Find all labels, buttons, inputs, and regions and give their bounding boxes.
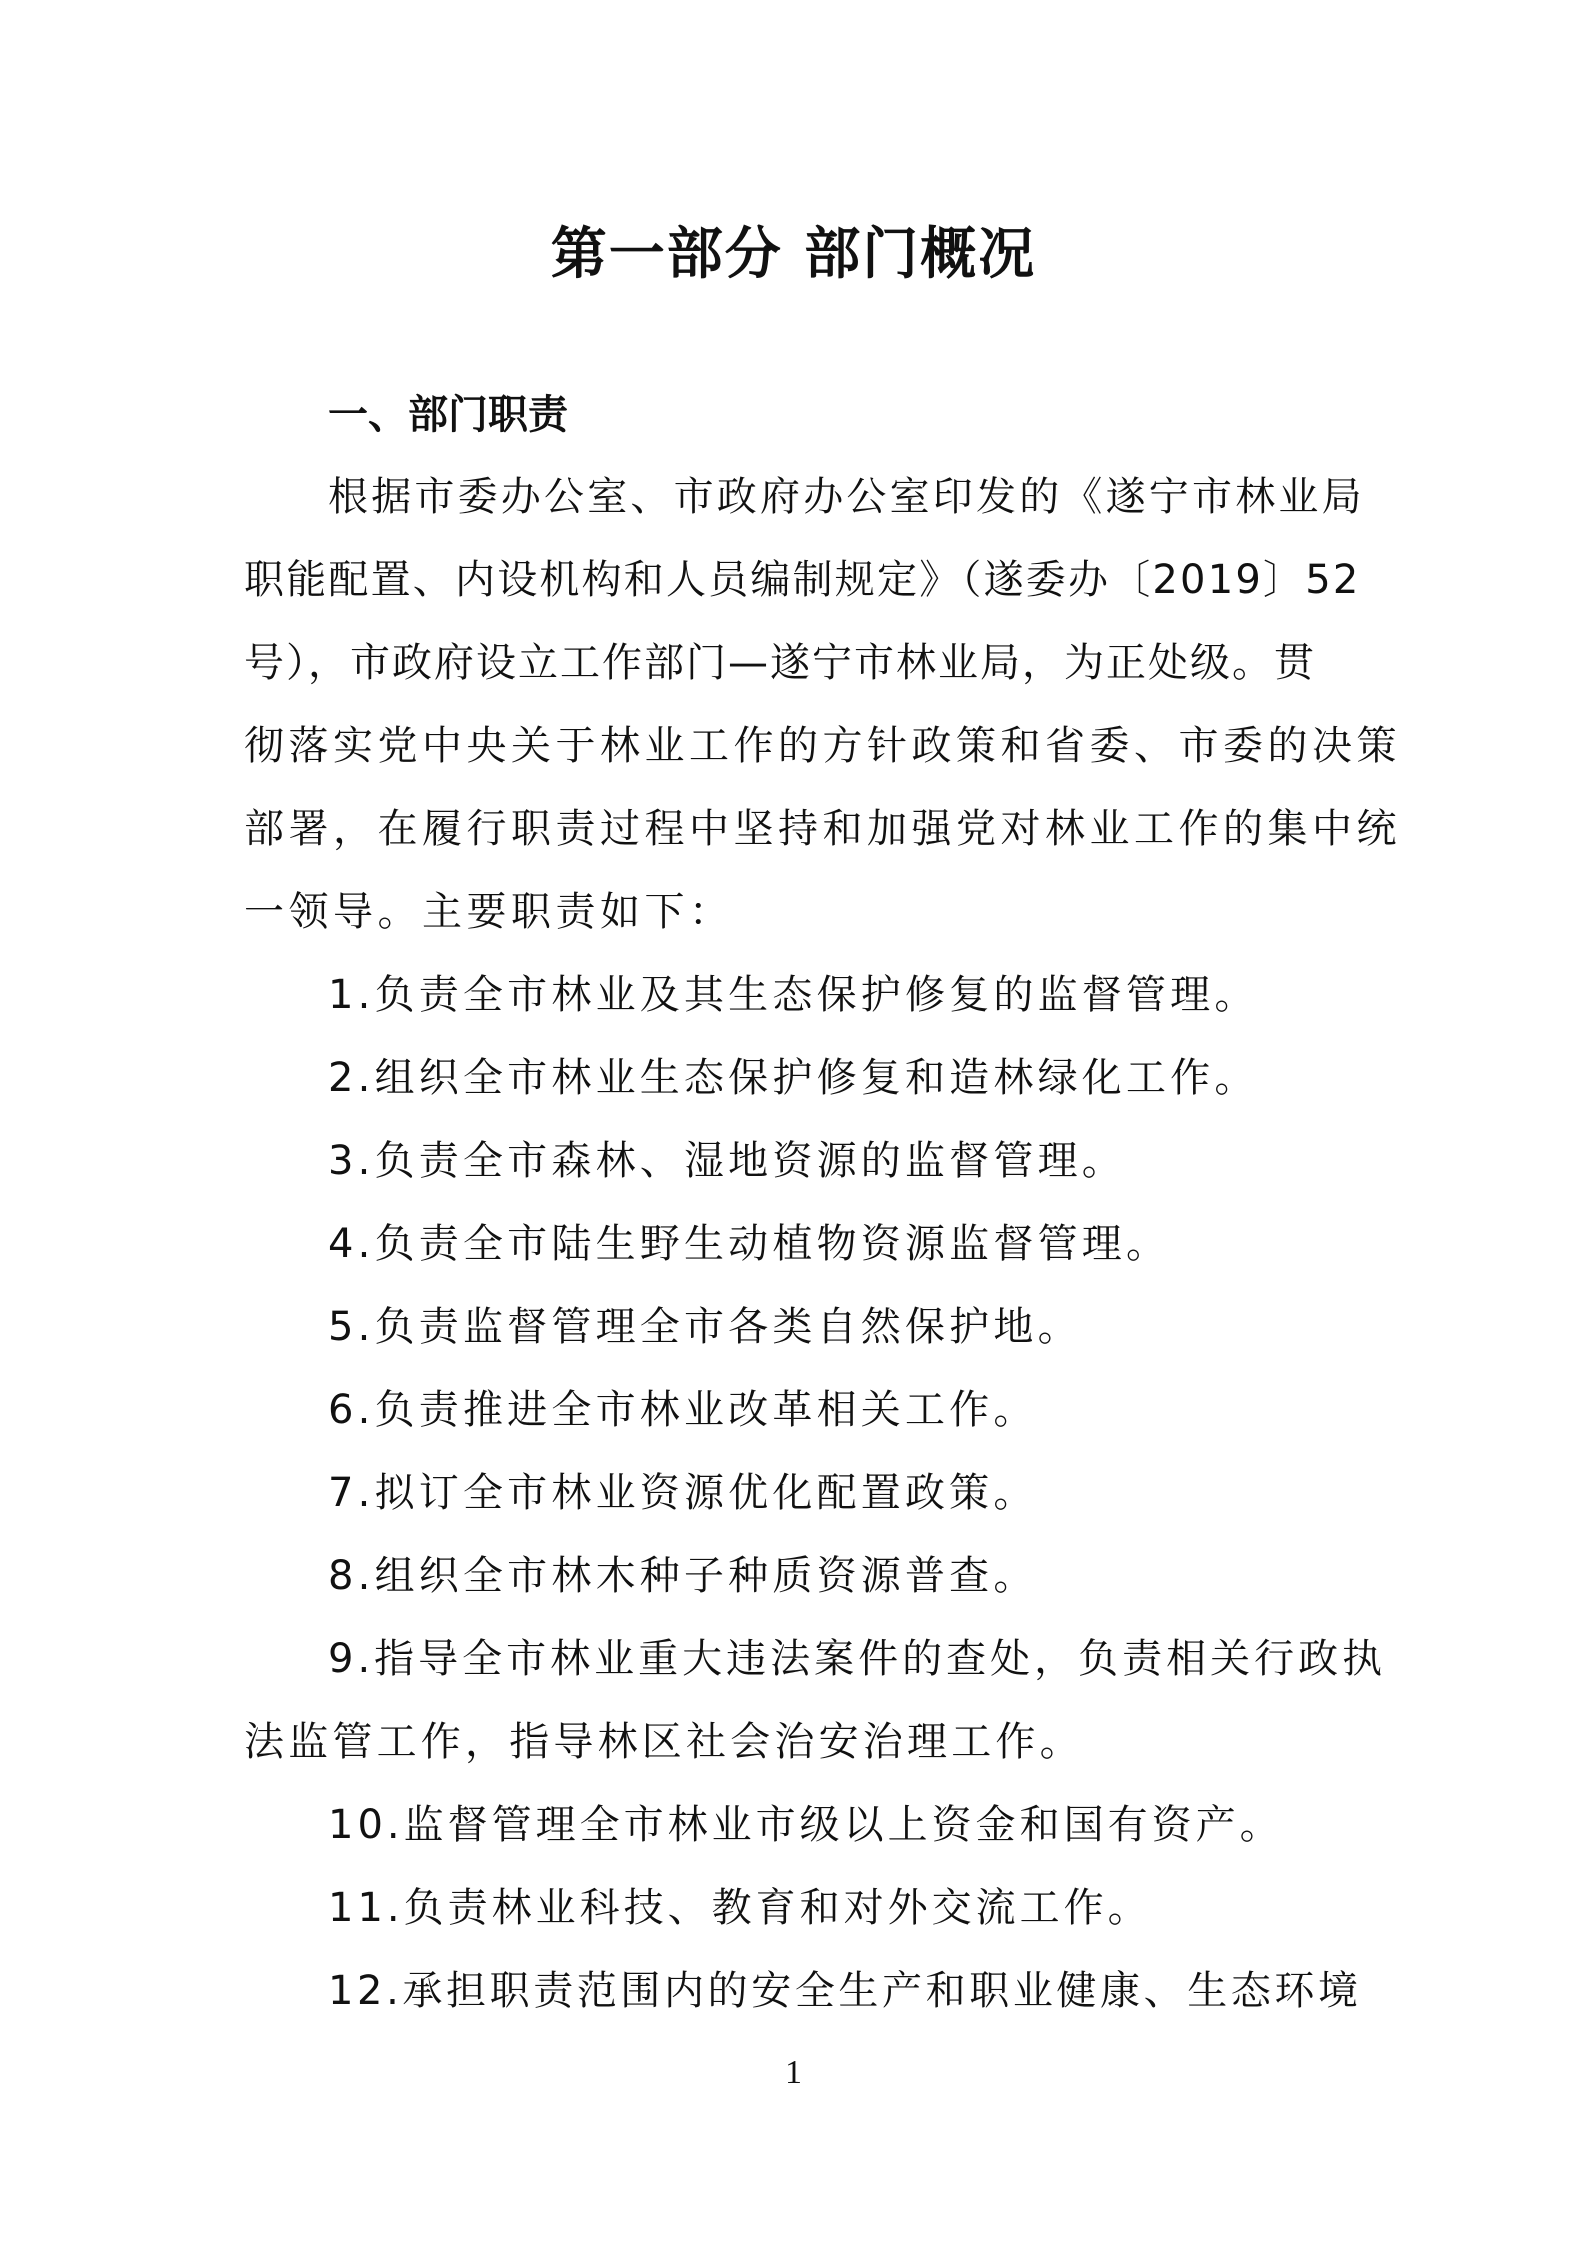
intro-line-6: 一领导。主要职责如下： [244,889,734,935]
intro-line-5: 部署，在履行职责过程中坚持和加强党对林业工作的集中统 [244,806,1401,852]
duty-item-7: 7.拟订全市林业资源优化配置政策。 [328,1470,1038,1516]
section-heading-dept-duties: 一、部门职责 [328,392,568,438]
intro-line-3: 号），市政府设立工作部门—遂宁市林业局，为正处级。贯 [244,640,1316,686]
duty-item-9-continued: 法监管工作，指导林区社会治安治理工作。 [244,1719,1084,1765]
duty-item-12: 12.承担职责范围内的安全生产和职业健康、生态环境 [328,1968,1362,2014]
duty-item-3: 3.负责全市森林、湿地资源的监督管理。 [328,1138,1126,1184]
page-number: 1 [785,2054,802,2091]
intro-line-2: 职能配置、内设机构和人员编制规定》（遂委办〔2019〕52 [244,557,1361,603]
duty-item-2: 2.组织全市林业生态保护修复和造林绿化工作。 [328,1055,1259,1101]
duty-item-4: 4.负责全市陆生野生动植物资源监督管理。 [328,1221,1171,1267]
page-title: 第一部分 部门概况 [550,222,1037,287]
duty-item-10: 10.监督管理全市林业市级以上资金和国有资产。 [328,1802,1284,1848]
duty-item-6: 6.负责推进全市林业改革相关工作。 [328,1387,1038,1433]
intro-line-1: 根据市委办公室、市政府办公室印发的《遂宁市林业局 [328,474,1365,520]
duty-item-11: 11.负责林业科技、教育和对外交流工作。 [328,1885,1152,1931]
duty-item-8: 8.组织全市林木种子种质资源普查。 [328,1553,1038,1599]
duty-item-9: 9.指导全市林业重大违法案件的查处，负责相关行政执 [328,1636,1387,1682]
duty-item-5: 5.负责监督管理全市各类自然保护地。 [328,1304,1082,1350]
duty-item-1: 1.负责全市林业及其生态保护修复的监督管理。 [328,972,1259,1018]
intro-line-4: 彻落实党中央关于林业工作的方针政策和省委、市委的决策 [244,723,1401,769]
